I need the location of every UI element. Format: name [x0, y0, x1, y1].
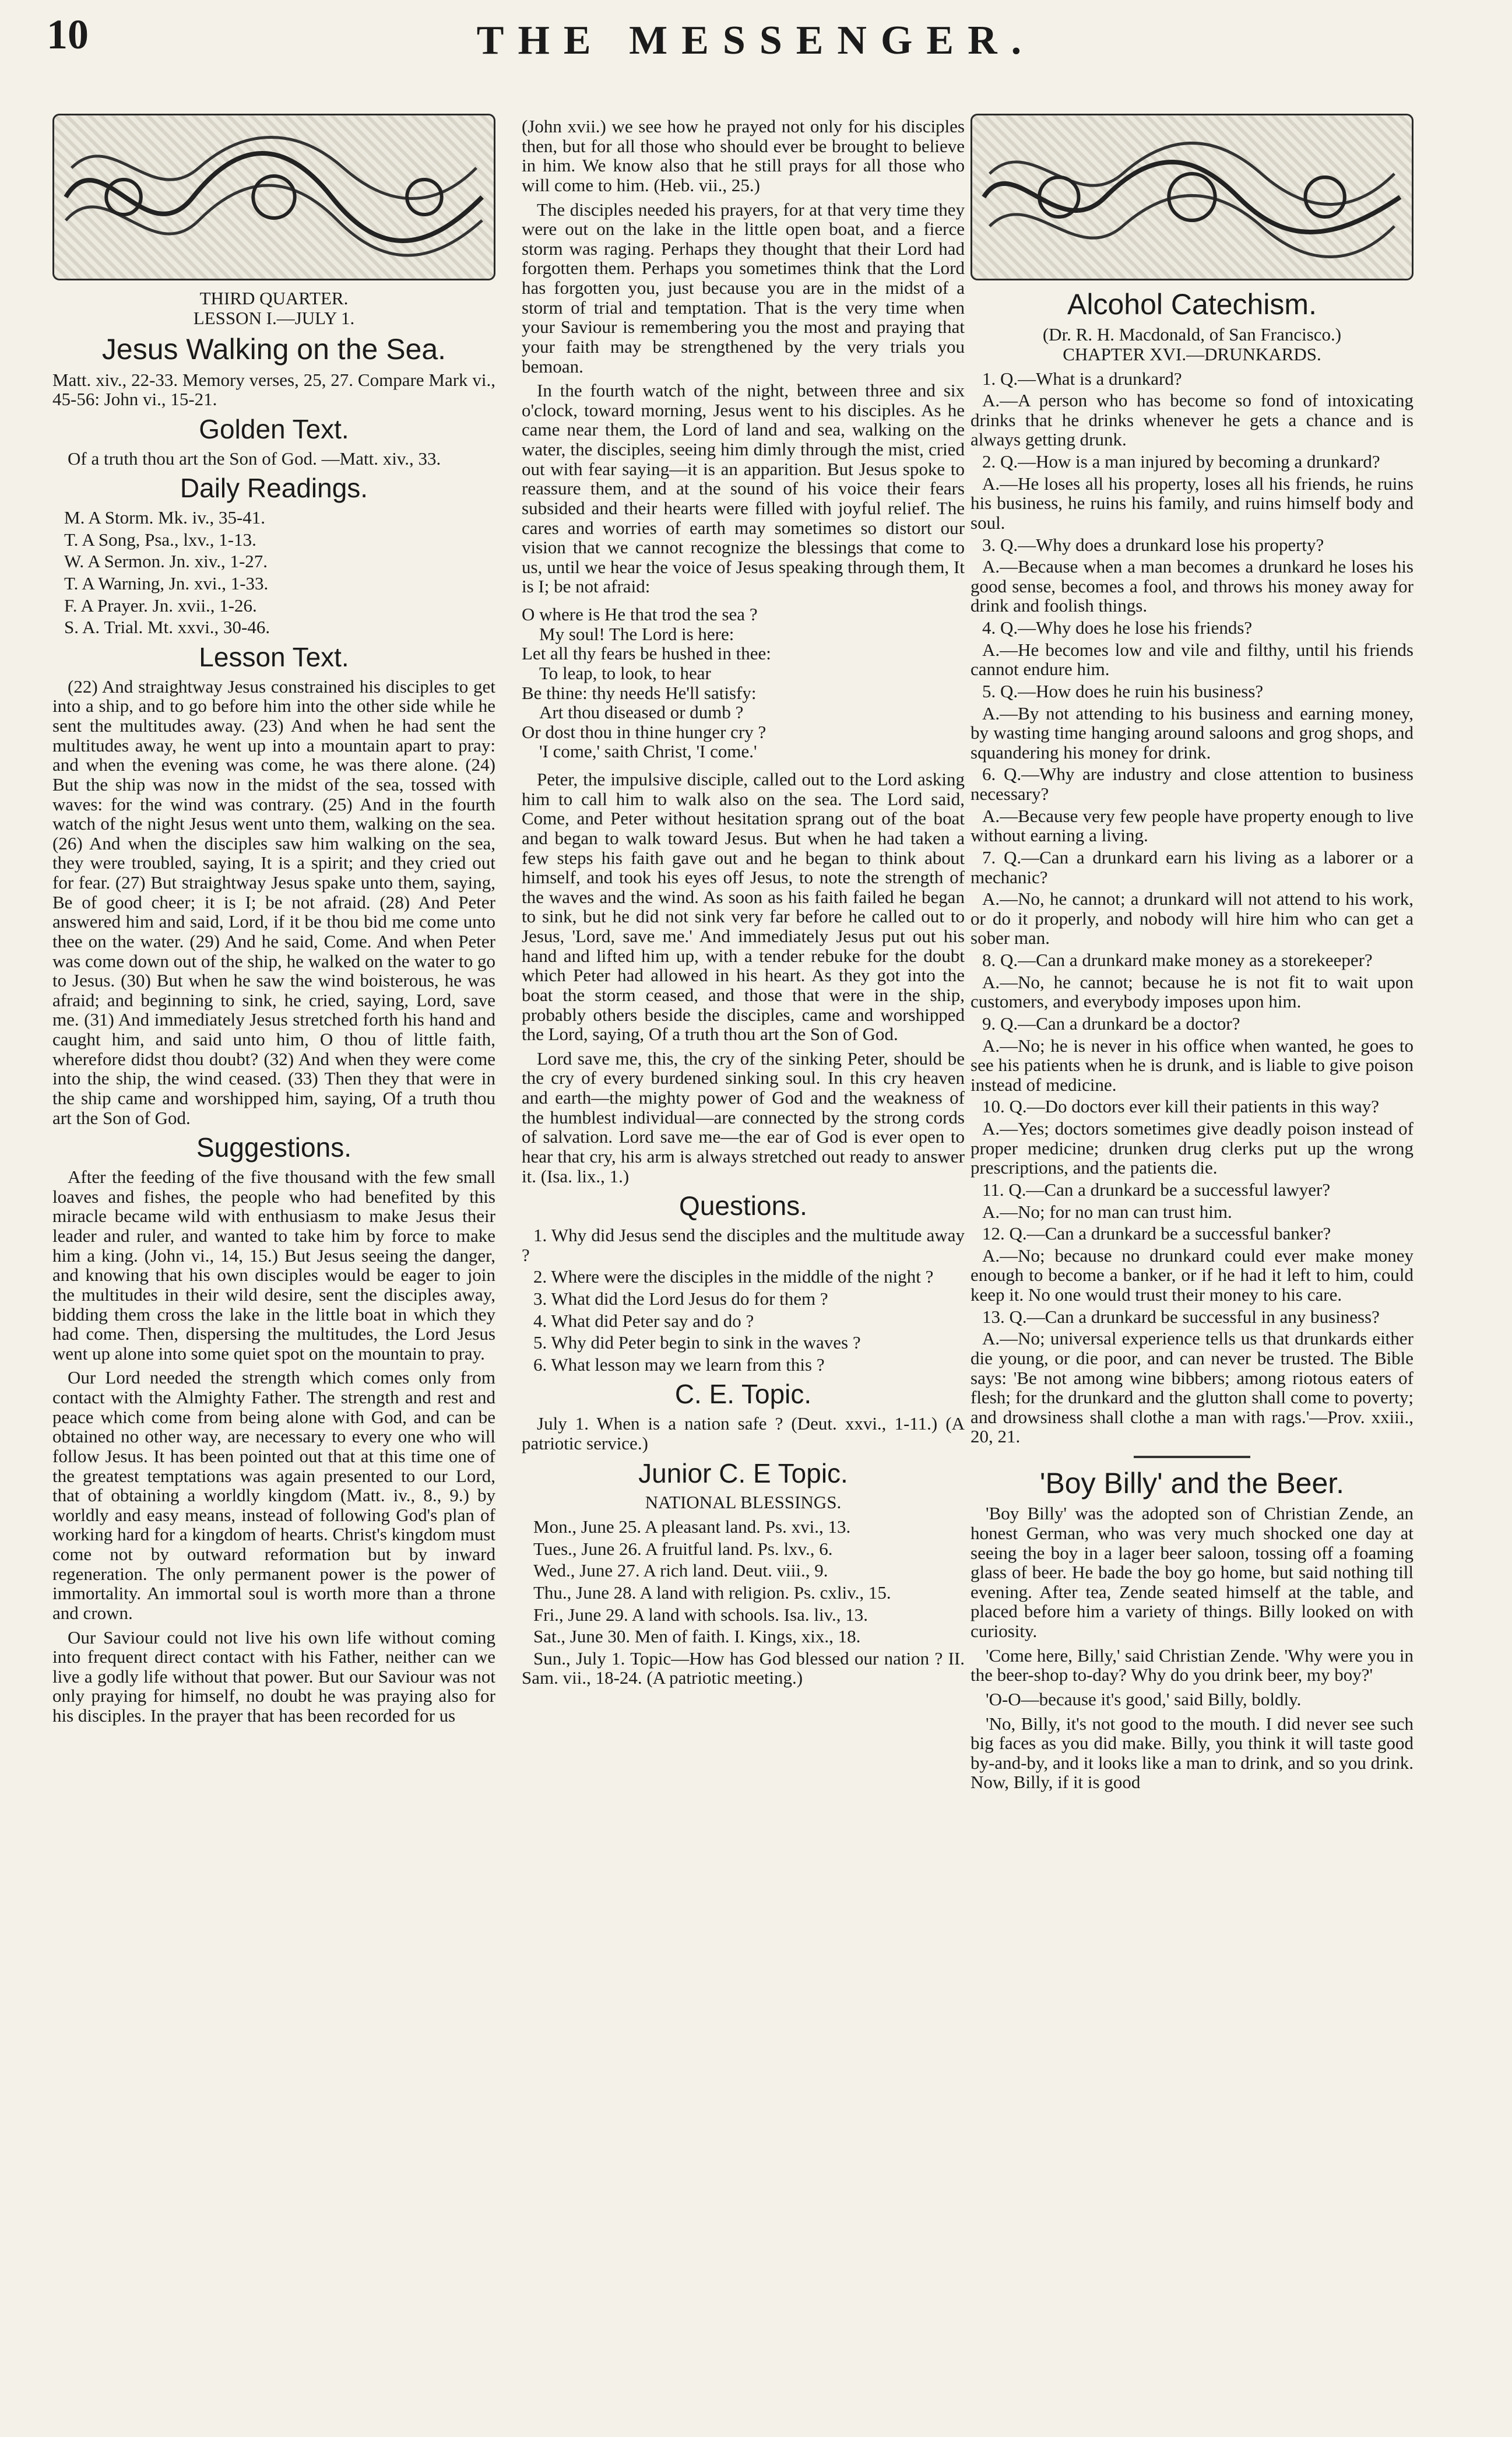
reading-item: S. A. Trial. Mt. xxvi., 30-46.	[64, 617, 270, 638]
qa-item: A.—He becomes low and vile and filthy, until his friends cannot endure him.	[971, 639, 1413, 680]
catechism-chapter: CHAPTER XVI.—DRUNKARDS.	[1063, 343, 1321, 364]
qa-item: 10. Q.—Do doctors ever kill their patients in this way?	[982, 1096, 1380, 1117]
junior-ce-item: Wed., June 27. A rich land. Deut. viii., 9.	[533, 1560, 828, 1581]
suggestions-heading: Suggestions.	[196, 1132, 351, 1163]
qa-item: 8. Q.—Can a drunkard make money as a storekeeper?	[982, 950, 1373, 970]
poem-line: O where is He that trod the sea ?	[522, 604, 758, 624]
question-item: 3. What did the Lord Jesus do for them ?	[533, 1288, 828, 1309]
junior-ce-list	[522, 1517, 965, 1688]
qa-item: 3. Q.—Why does a drunkard lose his property?	[982, 534, 1324, 555]
question-item: 4. What did Peter say and do ?	[533, 1310, 754, 1331]
qa-item: 13. Q.—Can a drunkard be successful in any business?	[982, 1306, 1380, 1327]
daily-readings-heading: Daily Readings.	[180, 473, 368, 504]
qa-item: A.—No; universal experience tells us that drunkards either die young, or die poor, and can never be trusted. The Bible says: 'Be not among wine bibbers; among riotous eaters of flesh; for the drunkard and the glutton shall come to poverty; and drowsiness shall clothe a man with rags.'—Prov. xxiii., 20, 21.	[971, 1328, 1413, 1447]
qa-item: 6. Q.—Why are industry and close attention to business necessary?	[971, 764, 1413, 804]
lesson-title: Jesus Walking on the Sea.	[101, 333, 446, 366]
body-paragraph: Peter, the impulsive disciple, called out to the Lord asking him to call him to walk also on the sea. The Lord said, Come, and Peter without hesitation sprang out of the boat and began to walk toward Jesus. But when he had taken a few steps his faith gave out and he began to think about himself, and took his eyes off Jesus, to note the strength of the waves and the wind. As soon as his faith failed he began to sink, but he did not sink very far before he called out to Jesus, 'Lord, save me.' And immediately Jesus put out his hand and lifted him up, with a tender rebuke for the doubt which Peter had allowed in his heart. As they got into the boat the storm ceased, and those that were in the ship, probably others beside the disciples, came and worshipped the Lord, saying, Of a truth thou art the Son of God.	[522, 769, 965, 1045]
section-divider	[1134, 1456, 1250, 1458]
page-number: 10	[47, 11, 89, 58]
question-item: 1. Why did Jesus send the disciples and the multitude away ?	[522, 1225, 965, 1265]
quarter-label: THIRD QUARTER.	[199, 288, 349, 308]
reading-item: F. A Prayer. Jn. xvii., 1-26.	[64, 595, 257, 616]
qa-item: 4. Q.—Why does he lose his friends?	[982, 617, 1253, 638]
junior-ce-item: Sun., July 1. Topic—How has God blessed our nation ? II. Sam. vii., 18-24. (A patriotic meeting.)	[522, 1648, 965, 1688]
junior-ce-item: Thu., June 28. A land with religion. Ps. cxliv., 15.	[533, 1582, 891, 1603]
questions-heading: Questions.	[679, 1191, 807, 1221]
body-paragraph: (John xvii.) we see how he prayed not only for his disciples then, but for all those who should ever be brought to believe in him. We know also that he still prays for all those who will come to him. (Heb. vii., 25.)	[522, 116, 965, 195]
junior-ce-item: Tues., June 26. A fruitful land. Ps. lxv., 6.	[533, 1538, 833, 1559]
question-item: 5. Why did Peter begin to sink in the waves ?	[533, 1332, 861, 1353]
catechism-qa-list	[971, 369, 1413, 1447]
suggestions-paragraph: Our Saviour could not live his own life without coming into frequent direct contact with his Father, neither can we live a godly life without that power. But our Saviour was not only praying for himself, no doubt he was praying also for his disciples. In the prayer that has been recorded for us	[52, 1627, 495, 1726]
qa-item: 1. Q.—What is a drunkard?	[982, 368, 1182, 389]
qa-item: A.—He loses all his property, loses all his friends, he ruins his business, he ruins his family, and ruins himself body and soul.	[971, 473, 1413, 533]
qa-item: A.—No; because no drunkard could ever make money enough to become a banker, or if he had it left to him, could keep it. No one would trust their money to his care.	[971, 1245, 1413, 1305]
qa-item: A.—No; for no man can trust him.	[982, 1201, 1232, 1222]
question-item: 6. What lesson may we learn from this ?	[533, 1354, 825, 1375]
reading-item: M. A Storm. Mk. iv., 35-41.	[64, 507, 266, 528]
poem-line: Let all thy fears be hushed in thee:	[522, 643, 771, 664]
junior-ce-subheading: NATIONAL BLESSINGS.	[645, 1492, 842, 1513]
body-paragraph: The disciples needed his prayers, for at that very time they were out on the lake in the little open boat, and a fierce storm was raging. Perhaps they thought that their Lord had forgotten them. Perhaps you sometimes think that the Lord has forgotten you, just because you are in the midst of a storm of trial and temptation. That is the very time when your Saviour is remembering you the most and praying that your faith may be strengthened by the very trials you bemoan.	[522, 199, 965, 377]
poem-line: 'I come,' saith Christ, 'I come.'	[539, 741, 757, 762]
lesson-text-body: (22) And straightway Jesus constrained his disciples to get into a ship, and to go before him into the other side while he sent the multitudes away. (23) And when he had sent the multitudes away, he went up into a mountain apart to pray: and when the evening was come, he was there alone. (24) But the ship was now in the midst of the sea, tossed with waves: for the wind was contrary. (25) And in the fourth watch of the night Jesus went unto them, walking on the sea. (26) And when the disciples saw him walking on the sea, they were troubled, saying, It is a spirit; and they cried out for fear. (27) But straightway Jesus spake unto them, saying, Be of good cheer; it is I; be not afraid. (28) And Peter answered him and said, Lord, if it be thou bid me come unto thee on the water. (29) And he said, Come. And when Peter was come down out of the ship, he walked on the water to go to Jesus. (30) But when he saw the wind boisterous, he was afraid; and beginning to sink, he cried, saying, Lord, save me. (31) And immediately Jesus stretched forth his hand and caught him, and said unto him, O thou of little faith, wherefore didst thou doubt? (32) And when they were come into the ship, the wind ceased. (33) Then they that were in the ship came and worshipped him, saying, Of a truth thou art the Son of God.	[52, 676, 495, 1128]
ce-topic-heading: C. E. Topic.	[674, 1379, 812, 1410]
questions-list	[522, 1225, 965, 1374]
qa-item: A.—Because when a man becomes a drunkard he loses his good sense, becomes a fool, and throws his money away for drink and foolish things.	[971, 556, 1413, 616]
qa-item: A.—No, he cannot; a drunkard will not attend to his work, or do it properly, and nobody will hire him who can get a sober man.	[971, 889, 1413, 949]
qa-item: A.—Yes; doctors sometimes give deadly poison instead of proper medicine; drunken drug clerks put up the wrong prescriptions, and the patients die.	[971, 1118, 1413, 1178]
story-paragraph: 'Come here, Billy,' said Christian Zende. 'Why were you in the beer-shop to-day? Why do you drink beer, my boy?'	[971, 1645, 1413, 1685]
story-paragraph: 'Boy Billy' was the adopted son of Christian Zende, an honest German, who was very much shocked one day at seeing the boy in a lager beer saloon, tossing off a foaming glass of beer. He bade the boy go home, but said nothing till evening. After tea, Zende seated himself at the table, and placed before him a variety of things. Billy looked on with curiosity.	[971, 1503, 1413, 1641]
qa-item: A.—No; he is never in his office when wanted, he goes to see his patients when he is drunk, and is liable to give poison instead of medicine.	[971, 1035, 1413, 1095]
lesson-refs: Matt. xiv., 22-33. Memory verses, 25, 27. Compare Mark vi., 45-56: John vi., 15-21.	[52, 369, 495, 410]
reading-item: T. A Song, Psa., lxv., 1-13.	[64, 529, 256, 550]
qa-item: 2. Q.—How is a man injured by becoming a drunkard?	[982, 451, 1380, 472]
column-right	[971, 114, 1413, 1797]
story-paragraph: 'No, Billy, it's not good to the mouth. I did never see such big faces as you did make. Billy, you think it will taste good by-and-by, and it looks like a man to drink, and so you drink. Now, Billy, if it is good	[971, 1713, 1413, 1793]
reading-item: T. A Warning, Jn. xvi., 1-33.	[64, 573, 269, 594]
qa-item: A.—No, he cannot; because he is not fit to wait upon customers, and everybody imposes upon him.	[971, 971, 1413, 1012]
qa-item: 5. Q.—How does he ruin his business?	[982, 680, 1264, 701]
body-paragraph: Lord save me, this, the cry of the sinking Peter, should be the cry of every burdened sinking soul. In this cry heaven and earth—the mighty power of God and the weakness of the humblest individual—are connected by the strong cords of salvation. Lord save me—the ear of God is ever open to hear that cry, his arm is always stretched out ready to answer it. (Isa. lix., 1.)	[522, 1048, 965, 1186]
poem-line: Art thou diseased or dumb ?	[539, 702, 744, 723]
column-middle	[522, 117, 965, 1690]
ce-topic-text: July 1. When is a nation safe ? (Deut. xxvi., 1-11.) (A patriotic service.)	[522, 1413, 965, 1453]
catechism-title: Alcohol Catechism.	[1067, 288, 1317, 321]
qa-item: 7. Q.—Can a drunkard earn his living as a laborer or a mechanic?	[971, 847, 1413, 887]
poem-line: To leap, to look, to hear	[539, 662, 711, 683]
story-title: 'Boy Billy' and the Beer.	[1039, 1467, 1345, 1500]
story-paragraph: 'O-O—because it's good,' said Billy, boldly.	[986, 1688, 1302, 1709]
catechism-author: (Dr. R. H. Macdonald, of San Francisco.)	[1042, 324, 1342, 345]
qa-item: A.—Because very few people have property enough to live without earning a living.	[971, 805, 1413, 846]
body-paragraph: In the fourth watch of the night, between three and six o'clock, toward morning, Jesus went to his disciples. As he came near them, the Lord of land and sea, walking on the water, the disciples, seeing him dimly through the mist, cried out with fear saying—it is an apparition. But Jesus spoke to reassure them, and at the sound of his voice their fears subsided and their hearts were filled with joyful relief. The cares and worries of earth may sometimes so distort our vision that we cannot recognize the blessings that come to us, until we hear the voice of Jesus speaking through them, It is I; be not afraid:	[522, 380, 965, 597]
temperance-banner-ornament	[971, 114, 1413, 280]
lesson-label: LESSON I.—JULY 1.	[193, 307, 355, 328]
qa-item: 12. Q.—Can a drunkard be a successful banker?	[982, 1223, 1331, 1244]
reading-item: W. A Sermon. Jn. xiv., 1-27.	[64, 551, 268, 572]
column-left	[52, 114, 495, 1730]
masthead: THE MESSENGER.	[476, 18, 1036, 63]
qa-item: 9. Q.—Can a drunkard be a doctor?	[982, 1013, 1240, 1034]
qa-item: 11. Q.—Can a drunkard be a successful lawyer?	[982, 1179, 1331, 1200]
junior-ce-item: Sat., June 30. Men of faith. I. Kings, xix., 18.	[533, 1626, 861, 1647]
golden-text: Of a truth thou art the Son of God. —Matt. xiv., 33.	[68, 448, 441, 469]
poem	[522, 605, 965, 761]
poem-line: My soul! The Lord is here:	[539, 623, 734, 644]
suggestions-paragraph: After the feeding of the five thousand with the few small loaves and fishes, the people who had benefited by this miracle became wild with enthusiasm to make Jesus their leader and ruler, and wanted to take him by force to make him a king. (John vi., 14, 15.) But Jesus seeing the danger, and knowing that his own disciples would be eager to join the multitudes in their wild desire, sent the disciples away, bidding them cross the lake in the little boat in which they had come. Then, dispersing the multitudes, the Lord Jesus went up alone into some quiet spot on the mountain to pray.	[52, 1167, 495, 1364]
poem-line: Be thine: thy needs He'll satisfy:	[522, 682, 757, 703]
junior-ce-item: Fri., June 29. A land with schools. Isa. liv., 13.	[533, 1604, 868, 1625]
suggestions-paragraph: Our Lord needed the strength which comes only from contact with the Almighty Father. The strength and rest and peace which come from being alone with God, and can be obtained no other way, are necessary to every one who will follow Jesus. It has been pointed out that at this time one of the greatest temptations was again presented to our Lord, that of obtaining a worldly kingdom (Matt. iv., 8., 9.) by worldly and easy means, instead of following God's plan of working hard for a kingdom of hearts. Christ's kingdom must come not by outward reformation but by inward regeneration. The only permanent power is the power of immortality. An immortal soul is worth more than a throne and crown.	[52, 1367, 495, 1623]
qa-item: A.—By not attending to his business and earning money, by wasting time hanging around saloons and grog shops, and squandering his money for drink.	[971, 703, 1413, 763]
junior-ce-heading: Junior C. E Topic.	[638, 1458, 848, 1488]
poem-line: Or dost thou in thine hunger cry ?	[522, 721, 766, 742]
sunday-school-banner-ornament	[52, 114, 495, 280]
lesson-text-heading: Lesson Text.	[199, 641, 349, 672]
junior-ce-item: Mon., June 25. A pleasant land. Ps. xvi., 13.	[533, 1516, 851, 1537]
daily-readings-list	[52, 508, 495, 637]
qa-item: A.—A person who has become so fond of intoxicating drinks that he drinks whenever he gets a chance and is always getting drunk.	[971, 390, 1413, 450]
question-item: 2. Where were the disciples in the middle of the night ?	[533, 1266, 934, 1287]
golden-text-heading: Golden Text.	[199, 413, 349, 444]
